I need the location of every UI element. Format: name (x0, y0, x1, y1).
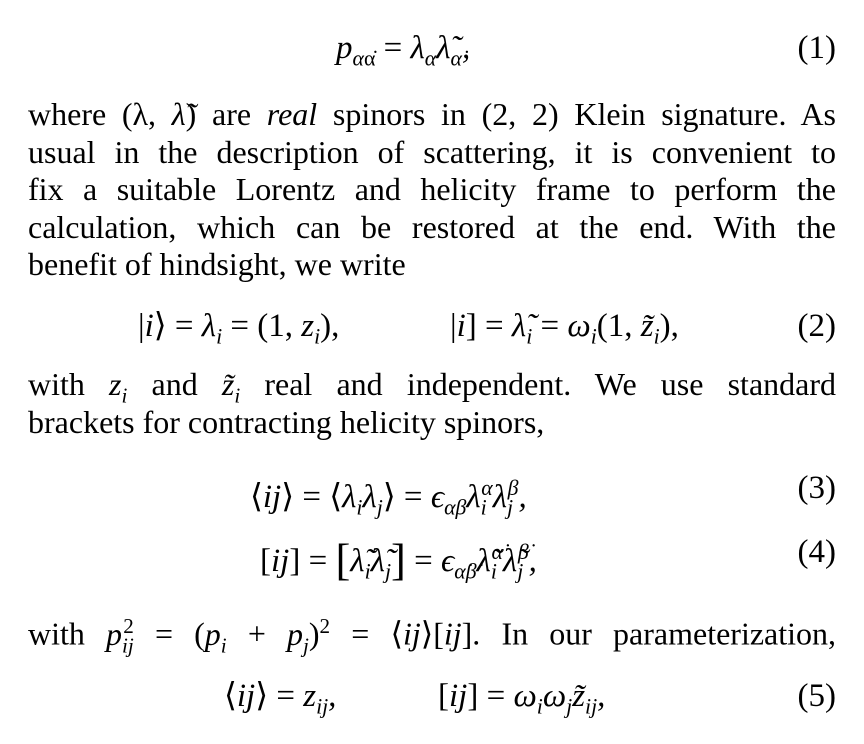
equation-number: (3) (797, 470, 836, 506)
text-line: with $p_{ij}^2 = (p_i + p_j)^2$ = ⟨ij⟩[ij]. In our parameterization, (28, 614, 837, 658)
equation-5-body-b: $[ij] = \omega_i\omega_jz̃_{ij}$, (438, 678, 606, 719)
equation-number: (1) (797, 30, 836, 66)
paragraph-2 (28, 366, 836, 441)
text-line: usual in the description of scattering, it is convenient to (28, 133, 836, 170)
text-line: fix a suitable Lorentz and helicity frame to perform the (28, 171, 836, 207)
equation-1-body: $p_{\alpha\alphȧ}$ = $\lambda_\alpha\lambdã_{\alphȧ}$, (336, 30, 471, 71)
text-line: calculation, which can be restored at the end. With the (28, 208, 836, 245)
equation-number: (5) (797, 678, 836, 714)
equation-number: (2) (797, 308, 836, 344)
paragraph-3 (28, 608, 837, 658)
equation-2-body-b: $|i] = \lambdã_i = \omega_i(1$, $z̃_i$), (450, 308, 679, 349)
equation-2-body: |i⟩ = $\lambda_i = (1$, $z_i$), (138, 308, 340, 349)
text-line: brackets for contracting helicity spinors, (28, 403, 545, 440)
text-line: where (λ, λ̃) are real spinors in (2, 2) Klein signature. As (28, 96, 837, 132)
equation-number: (4) (797, 534, 836, 570)
equation-4-body: $[ij] = [\lambdã_i\lambdã_j]$ = $\epsilon_{\alphȧ\betȧ}\lambdã_i^{\alphȧ}\lambdã_j^{\betȧ}$, (260, 534, 537, 585)
text-line: with $z_i$ and $z̃_i$ real and independent. We use standard (28, 366, 837, 408)
paragraph-1 (28, 96, 836, 284)
equation-5-body: ⟨ij⟩ = $z_{ij}$, (224, 678, 337, 719)
text-line: benefit of hindsight, we write (28, 246, 406, 282)
equation-3-body: ⟨ij⟩ = $⟨\lambda_i\lambda_j⟩ = \epsilon_{\alpha\beta}\lambda_i^\alpha\lambda_j^\beta$, (250, 476, 527, 520)
